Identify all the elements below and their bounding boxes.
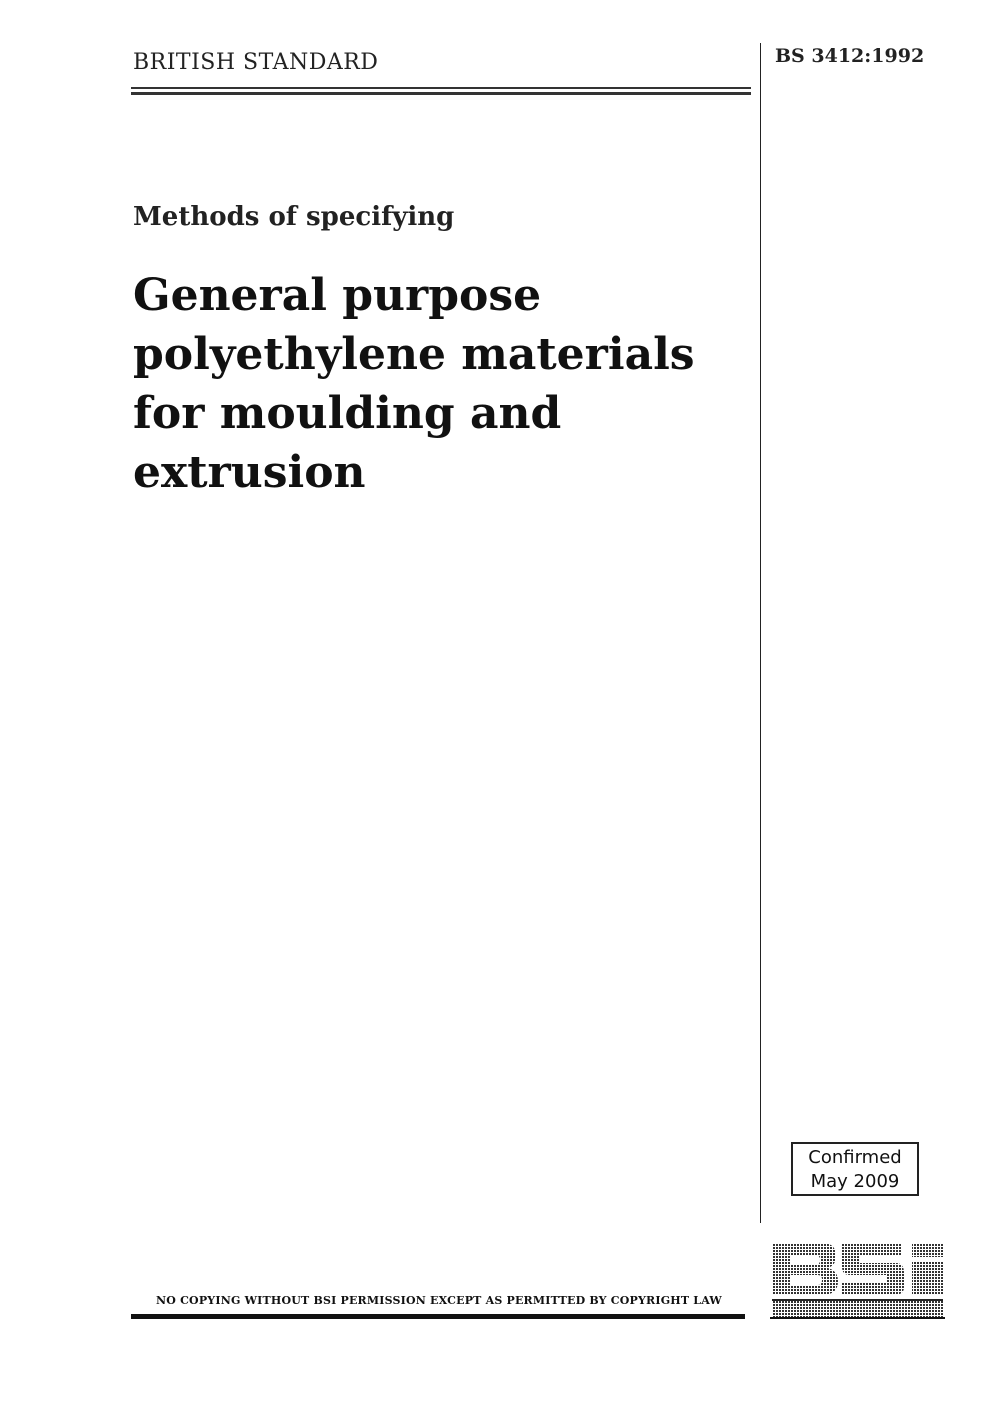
title-line: General purpose xyxy=(133,270,542,321)
header-rule xyxy=(131,87,751,95)
bsi-logo-icon xyxy=(770,1241,945,1319)
document-series-label: BRITISH STANDARD xyxy=(133,50,379,75)
confirmed-date: May 2009 xyxy=(810,1171,900,1192)
title-line: for moulding and xyxy=(133,388,562,439)
confirmed-stamp xyxy=(791,1142,919,1196)
confirmed-label: Confirmed xyxy=(808,1147,902,1168)
vertical-divider xyxy=(760,43,761,1223)
footer-rule xyxy=(131,1314,745,1319)
subtitle: Methods of specifying xyxy=(133,202,455,232)
standard-number: BS 3412:1992 xyxy=(775,45,925,67)
title-line: extrusion xyxy=(133,447,366,498)
page-title xyxy=(133,266,753,502)
copyright-notice: NO COPYING WITHOUT BSI PERMISSION EXCEPT AS PERMITTED BY COPYRIGHT LAW xyxy=(156,1294,722,1307)
title-line: polyethylene materials xyxy=(133,329,695,380)
